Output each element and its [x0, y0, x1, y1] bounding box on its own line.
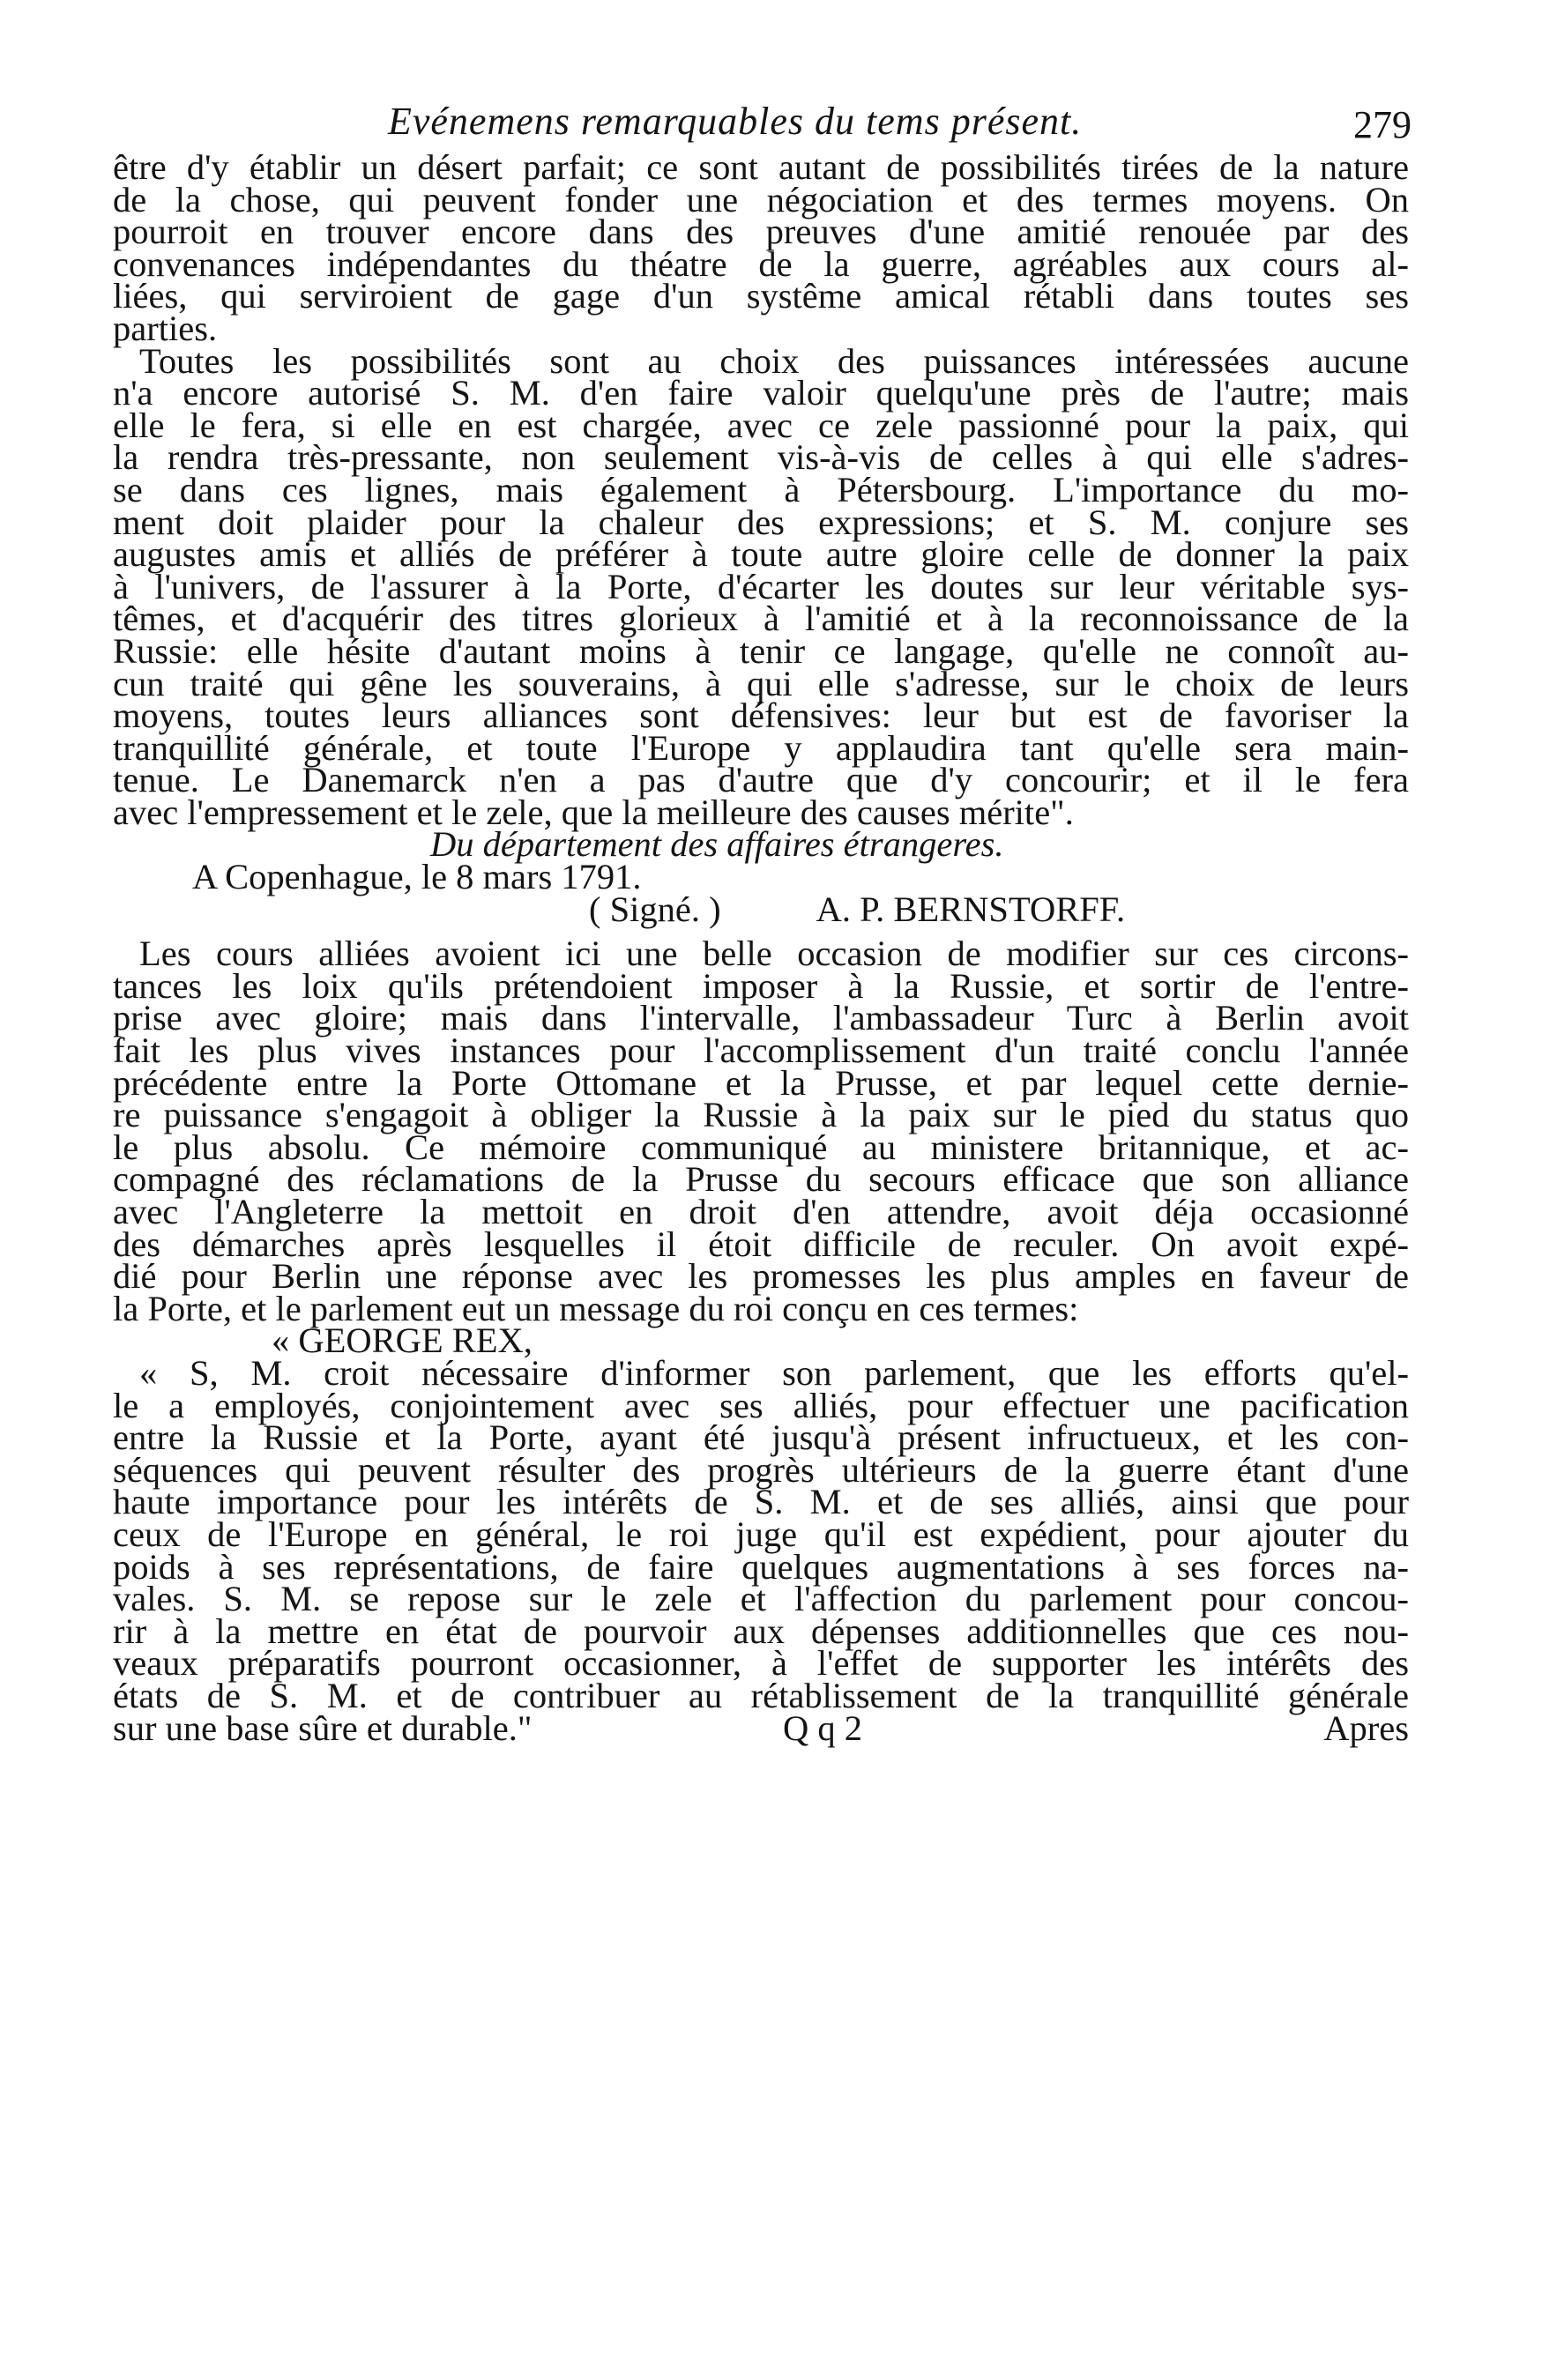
- paragraph-4: [113, 1352, 1409, 1715]
- text-line: moyens, toutes leurs alliances sont défensives: leur but est de favoriser la: [113, 695, 1409, 736]
- signatory-name: A. P. BERNSTORFF.: [816, 889, 1126, 929]
- paragraph-1: [113, 147, 1409, 348]
- running-title: Evénemens remarquables du tems présent.: [388, 100, 1083, 143]
- text-line: parties.: [113, 308, 218, 348]
- body-text: [113, 147, 1409, 1748]
- text-line: ment doit plaider pour la chaleur des expressions; et S. M. conjure ses: [113, 502, 1409, 542]
- text-line: de la chose, qui peuvent fonder une négociation et des termes moyens. On: [113, 179, 1409, 219]
- text-line: prise avec gloire; mais dans l'intervalle, l'ambassadeur Turc à Berlin avoit: [113, 998, 1409, 1038]
- signed-label: ( Signé. ): [589, 889, 721, 929]
- text-line: précédente entre la Porte Ottomane et la Prusse, et par lequel cette dernie-: [113, 1062, 1409, 1103]
- text-line: être d'y établir un désert parfait; ce sont autant de possibilités tirées de la nature: [113, 147, 1409, 187]
- place-date-line: A Copenhague, le 8 mars 1791.: [192, 857, 642, 897]
- text-line: convenances indépendantes du théatre de la guerre, agréables aux cours al-: [113, 243, 1409, 284]
- text-line: avec l'Angleterre la mettoit en droit d'en attendre, avoit déja occasionné: [113, 1192, 1409, 1231]
- text-line: cun traité qui gêne les souverains, à qui elle s'adresse, sur le choix de leurs: [113, 663, 1409, 703]
- text-line: re puissance s'engagoit à obliger la Russie à la paix sur le pied du status quo: [113, 1095, 1409, 1135]
- text-line: ceux de l'Europe en général, le roi juge qu'il est expédient, pour ajouter du: [113, 1514, 1409, 1554]
- text-line: rir à la mettre en état de pourvoir aux dépenses additionnelles que ces nou-: [113, 1610, 1409, 1651]
- text-line: dié pour Berlin une réponse avec les promesses les plus amples en faveur de: [113, 1256, 1409, 1297]
- text-line: la rendra très-pressante, non seulement vis-à-vis de celles à qui elle s'adres-: [113, 437, 1409, 478]
- text-line: augustes amis et alliés de préférer à toute autre gloire celle de donner la paix: [113, 534, 1409, 575]
- text-line: à l'univers, de l'assurer à la Porte, d'écarter les doutes sur leur véritable sys-: [113, 566, 1409, 606]
- last-line-text: sur une base sûre et durable.": [113, 1707, 533, 1748]
- text-line: tances les loix qu'ils prétendoient imposer à la Russie, et sortir de l'entre-: [113, 965, 1409, 1006]
- catchword: Apres: [1323, 1707, 1409, 1748]
- text-line: le plus absolu. Ce mémoire communiqué au ministere britannique, et ac-: [113, 1127, 1409, 1167]
- rex-line: « GEORGE REX,: [272, 1320, 533, 1361]
- text-line: poids à ses représentations, de faire quelques augmentations à ses forces na-: [113, 1546, 1409, 1587]
- signature-line: [113, 889, 1409, 929]
- text-line: compagné des réclamations de la Prusse du secours efficace que son alliance: [113, 1159, 1409, 1200]
- text-line: elle le fera, si elle en est chargée, avec ce zele passionné pour la paix, qui: [113, 405, 1409, 445]
- text-line: têmes, et d'acquérir des titres glorieux à l'amitié et à la reconnoissance de la: [113, 599, 1409, 639]
- text-line: Les cours alliées avoient ici une belle occasion de modifier sur ces circons-: [139, 933, 1409, 974]
- text-line: avec l'empressement et le zele, que la meilleure des causes mérite".: [113, 792, 1074, 832]
- text-line: des démarches après lesquelles il étoit difficile de reculer. On avoit expé-: [113, 1223, 1409, 1264]
- text-line: la Porte, et le parlement eut un message du roi conçu en ces termes:: [113, 1288, 1079, 1328]
- text-line: veaux préparatifs pourront occasionner, à l'effet de supporter les intérêts des: [113, 1643, 1409, 1684]
- text-line: Toutes les possibilités sont au choix des puissances intéressées aucune: [139, 340, 1409, 381]
- text-line: haute importance pour les intérêts de S. M. et de ses alliés, ainsi que pour: [113, 1482, 1409, 1522]
- text-line: tranquillité générale, et toute l'Europe y applaudira tant qu'elle sera main-: [113, 727, 1409, 768]
- paragraph-2: [113, 340, 1409, 832]
- final-line-row: [113, 1707, 1409, 1748]
- text-line: se dans ces lignes, mais également à Pétersbourg. L'importance du mo-: [113, 469, 1409, 509]
- text-line: liées, qui serviroient de gage d'un systême amical rétabli dans toutes ses: [113, 276, 1409, 316]
- text-line: vales. S. M. se repose sur le zele et l'affection du parlement pour concou-: [113, 1579, 1409, 1619]
- text-line: tenue. Le Danemarck n'en a pas d'autre que d'y concourir; et il le fera: [113, 760, 1409, 800]
- department-line: Du département des affaires étrangeres.: [430, 824, 1004, 865]
- signature-mark: Q q 2: [783, 1707, 862, 1748]
- page-number: 279: [1353, 103, 1412, 146]
- text-line: n'a encore autorisé S. M. d'en faire valoir quelqu'une près de l'autre; mais: [113, 373, 1409, 413]
- text-line: le a employés, conjointement avec ses alliés, pour effectuer une pacification: [113, 1385, 1409, 1425]
- text-line: pourroit en trouver encore dans des preuves d'une amitié renouée par des: [113, 212, 1409, 252]
- paragraph-3: [113, 933, 1409, 1328]
- text-line: séquences qui peuvent résulter des progrès ultérieurs de la guerre étant d'une: [113, 1449, 1409, 1490]
- text-line: fait les plus vives instances pour l'accomplissement d'un traité conclu l'année: [113, 1030, 1409, 1071]
- text-line: états de S. M. et de contribuer au rétablissement de la tranquillité générale: [113, 1675, 1409, 1715]
- text-line: Russie: elle hésite d'autant moins à tenir ce langage, qu'elle ne connoît au-: [113, 630, 1409, 671]
- text-line: entre la Russie et la Porte, ayant été jusqu'à présent infructueux, et les con-: [113, 1417, 1409, 1458]
- text-line: « S, M. croit nécessaire d'informer son parlement, que les efforts qu'el-: [139, 1352, 1409, 1393]
